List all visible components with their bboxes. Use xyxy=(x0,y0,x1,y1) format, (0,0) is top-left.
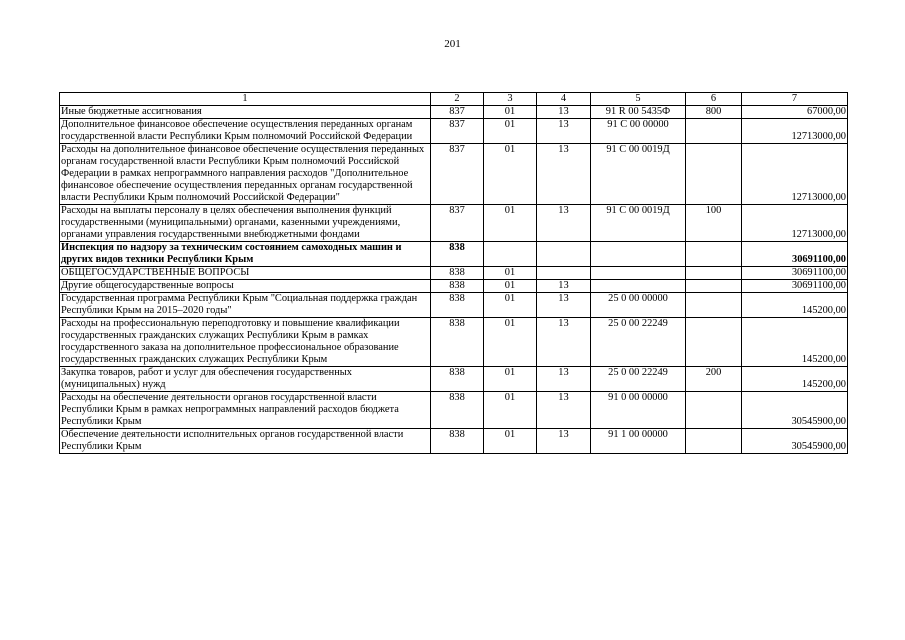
subsection-cell: 13 xyxy=(537,144,591,205)
expense-type-cell xyxy=(686,280,742,293)
expense-type-cell xyxy=(686,267,742,280)
ved-code-cell: 837 xyxy=(431,106,484,119)
amount-cell: 30691100,00 xyxy=(742,280,848,293)
table-row xyxy=(60,318,848,367)
expense-type-cell xyxy=(686,392,742,429)
ved-code-cell: 838 xyxy=(431,280,484,293)
header-row xyxy=(60,93,848,106)
page-number: 201 xyxy=(444,38,461,50)
expense-type-cell: 800 xyxy=(686,106,742,119)
target-article-cell: 25 0 00 00000 xyxy=(591,293,686,318)
subsection-cell: 13 xyxy=(537,205,591,242)
header-cell: 6 xyxy=(686,93,742,106)
expense-type-cell xyxy=(686,293,742,318)
header-cell: 1 xyxy=(60,93,431,106)
table-row xyxy=(60,267,848,280)
ved-code-cell: 837 xyxy=(431,144,484,205)
subsection-cell xyxy=(537,267,591,280)
target-article-cell: 91 1 00 00000 xyxy=(591,429,686,454)
ved-code-cell: 838 xyxy=(431,367,484,392)
section-cell: 01 xyxy=(484,205,537,242)
table-row xyxy=(60,119,848,144)
budget-table xyxy=(59,92,848,454)
row-name-cell: ОБЩЕГОСУДАРСТВЕННЫЕ ВОПРОСЫ xyxy=(60,267,431,280)
subsection-cell: 13 xyxy=(537,392,591,429)
header-cell: 2 xyxy=(431,93,484,106)
expense-type-cell xyxy=(686,119,742,144)
table-row xyxy=(60,144,848,205)
ved-code-cell: 837 xyxy=(431,205,484,242)
table-row xyxy=(60,242,848,267)
expense-type-cell: 100 xyxy=(686,205,742,242)
section-cell xyxy=(484,242,537,267)
section-cell: 01 xyxy=(484,267,537,280)
section-cell: 01 xyxy=(484,367,537,392)
row-name-cell: Инспекция по надзору за техническим состоянием самоходных машин и других видов техники Республики Крым xyxy=(60,242,431,267)
subsection-cell: 13 xyxy=(537,293,591,318)
subsection-cell xyxy=(537,242,591,267)
target-article-cell: 91 С 00 0019Д xyxy=(591,144,686,205)
amount-cell: 12713000,00 xyxy=(742,119,848,144)
target-article-cell: 25 0 00 22249 xyxy=(591,367,686,392)
target-article-cell: 25 0 00 22249 xyxy=(591,318,686,367)
expense-type-cell xyxy=(686,242,742,267)
subsection-cell: 13 xyxy=(537,280,591,293)
amount-cell: 30691100,00 xyxy=(742,242,848,267)
table-row xyxy=(60,205,848,242)
header-cell: 4 xyxy=(537,93,591,106)
amount-cell: 30545900,00 xyxy=(742,429,848,454)
target-article-cell xyxy=(591,242,686,267)
row-name-cell: Расходы на профессиональную переподготовку и повышение квалификации государственных гражданских служащих Республики Крым в рамках государственного заказа на дополнительное профессиональное образование государственных гражданских служащих Республики Крым xyxy=(60,318,431,367)
target-article-cell: 91 С 00 00000 xyxy=(591,119,686,144)
table-row xyxy=(60,280,848,293)
section-cell: 01 xyxy=(484,280,537,293)
section-cell: 01 xyxy=(484,144,537,205)
subsection-cell: 13 xyxy=(537,106,591,119)
section-cell: 01 xyxy=(484,318,537,367)
ved-code-cell: 838 xyxy=(431,318,484,367)
amount-cell: 12713000,00 xyxy=(742,144,848,205)
table-row xyxy=(60,392,848,429)
row-name-cell: Другие общегосударственные вопросы xyxy=(60,280,431,293)
expense-type-cell: 200 xyxy=(686,367,742,392)
header-cell: 7 xyxy=(742,93,848,106)
section-cell: 01 xyxy=(484,119,537,144)
target-article-cell xyxy=(591,280,686,293)
amount-cell: 67000,00 xyxy=(742,106,848,119)
subsection-cell: 13 xyxy=(537,318,591,367)
row-name-cell: Дополнительное финансовое обеспечение осуществления переданных органам государственной власти Республики Крым полномочий Российской Федерации xyxy=(60,119,431,144)
table-row xyxy=(60,367,848,392)
section-cell: 01 xyxy=(484,106,537,119)
target-article-cell: 91 R 00 5435Ф xyxy=(591,106,686,119)
row-name-cell: Государственная программа Республики Крым "Социальная поддержка граждан Республики Крым на 2015–2020 годы" xyxy=(60,293,431,318)
ved-code-cell: 838 xyxy=(431,267,484,280)
ved-code-cell: 838 xyxy=(431,392,484,429)
amount-cell: 145200,00 xyxy=(742,318,848,367)
expense-type-cell xyxy=(686,144,742,205)
table-row xyxy=(60,429,848,454)
expense-type-cell xyxy=(686,429,742,454)
amount-cell: 30691100,00 xyxy=(742,267,848,280)
row-name-cell: Расходы на выплаты персоналу в целях обеспечения выполнения функций государственными (муниципальными) органами, казенными учреждениями, органами управления государственными внебюджетными фондами xyxy=(60,205,431,242)
target-article-cell xyxy=(591,267,686,280)
subsection-cell: 13 xyxy=(537,429,591,454)
amount-cell: 30545900,00 xyxy=(742,392,848,429)
ved-code-cell: 838 xyxy=(431,429,484,454)
target-article-cell: 91 0 00 00000 xyxy=(591,392,686,429)
section-cell: 01 xyxy=(484,293,537,318)
target-article-cell: 91 С 00 0019Д xyxy=(591,205,686,242)
subsection-cell: 13 xyxy=(537,367,591,392)
amount-cell: 12713000,00 xyxy=(742,205,848,242)
table-row xyxy=(60,106,848,119)
table-row xyxy=(60,293,848,318)
ved-code-cell: 838 xyxy=(431,242,484,267)
row-name-cell: Расходы на дополнительное финансовое обеспечение осуществления переданных органам государственной власти Республики Крым полномочий Российской Федерации в рамках непрограммного направления расходов "Дополнительное финансовое обеспечение осуществления переданных органам государственной власти Республики Крым полномочий Российской Федерации" xyxy=(60,144,431,205)
subsection-cell: 13 xyxy=(537,119,591,144)
header-cell: 3 xyxy=(484,93,537,106)
row-name-cell: Расходы на обеспечение деятельности органов государственной власти Республики Крым в рамках непрограммных направлений расходов бюджета Республики Крым xyxy=(60,392,431,429)
amount-cell: 145200,00 xyxy=(742,367,848,392)
row-name-cell: Закупка товаров, работ и услуг для обеспечения государственных (муниципальных) нужд xyxy=(60,367,431,392)
row-name-cell: Иные бюджетные ассигнования xyxy=(60,106,431,119)
section-cell: 01 xyxy=(484,392,537,429)
expense-type-cell xyxy=(686,318,742,367)
ved-code-cell: 838 xyxy=(431,293,484,318)
section-cell: 01 xyxy=(484,429,537,454)
header-cell: 5 xyxy=(591,93,686,106)
row-name-cell: Обеспечение деятельности исполнительных органов государственной власти Республики Крым xyxy=(60,429,431,454)
ved-code-cell: 837 xyxy=(431,119,484,144)
amount-cell: 145200,00 xyxy=(742,293,848,318)
